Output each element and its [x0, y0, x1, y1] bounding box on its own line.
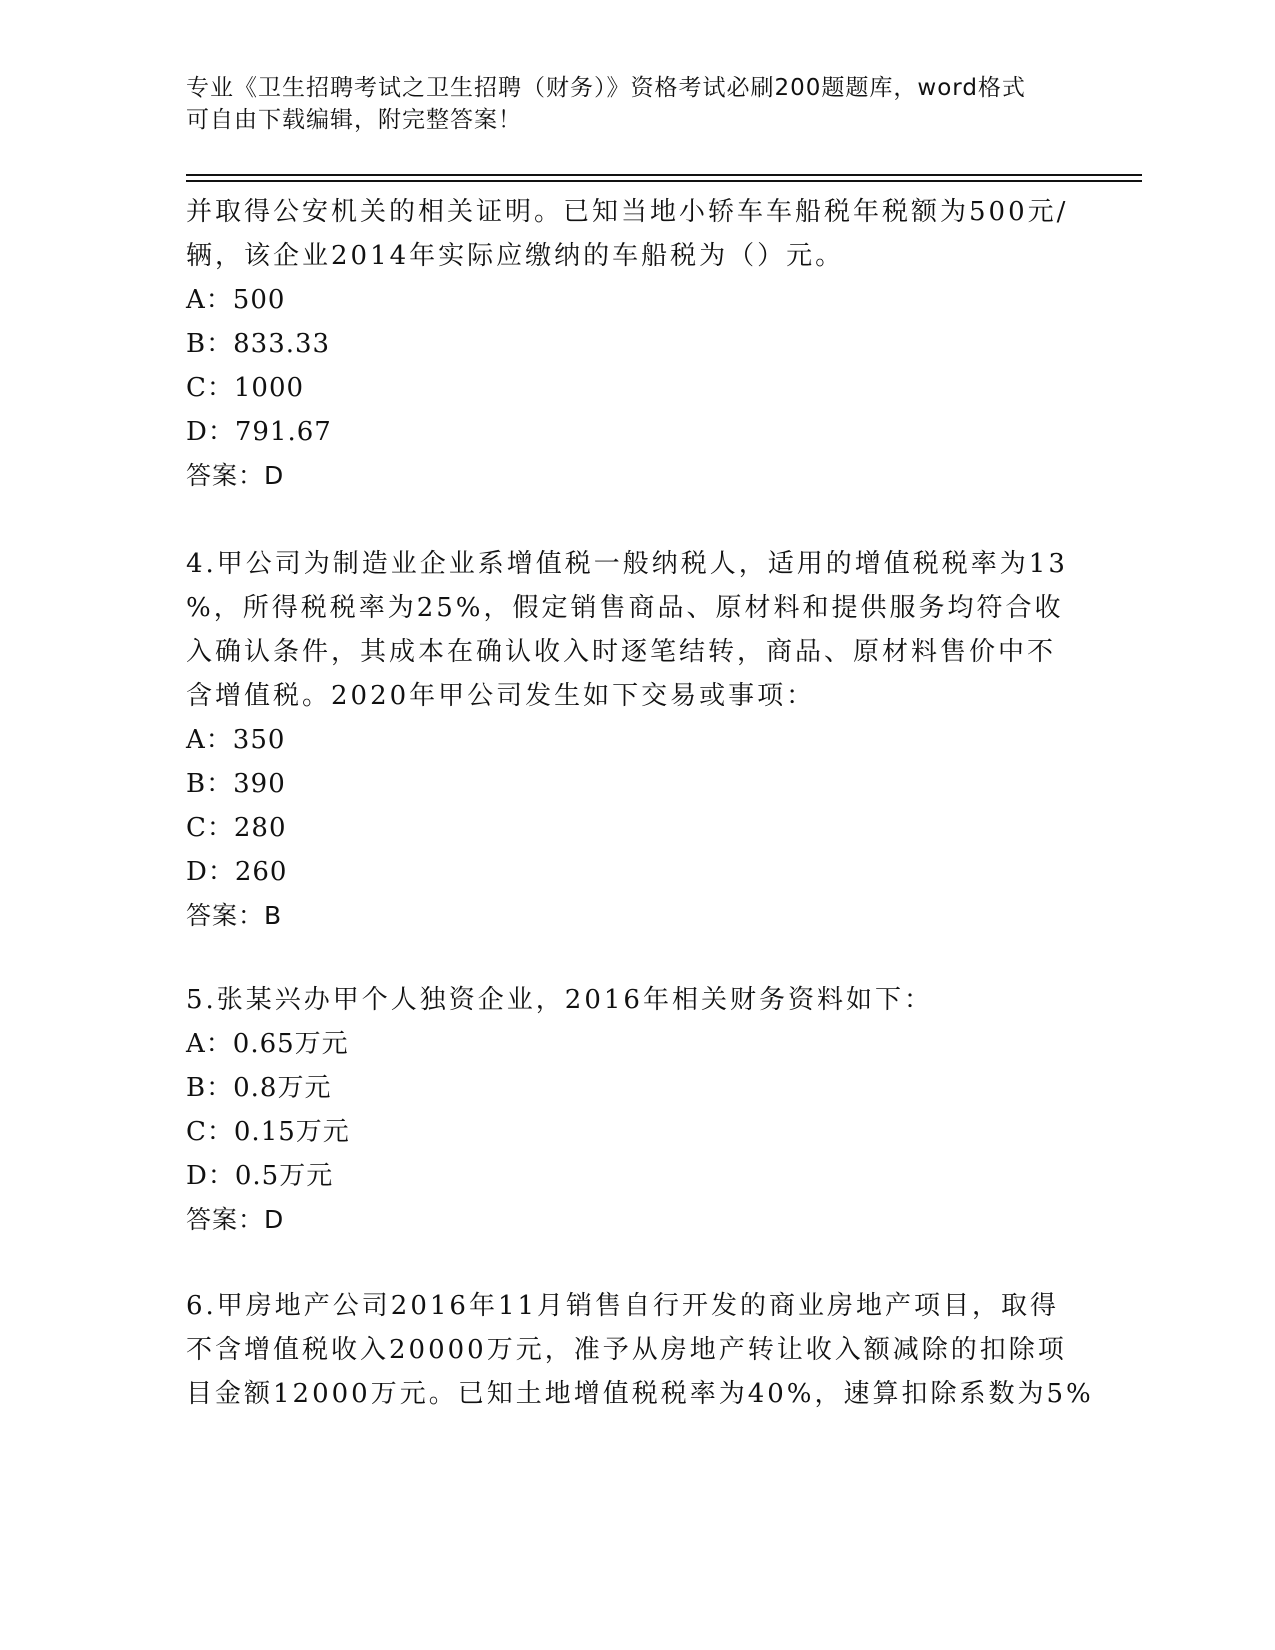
question-4-option-d: D：260: [186, 857, 288, 887]
question-5-option-b: B：0.8万元: [186, 1073, 332, 1103]
header-title-line-2: 可自由下载编辑，附完整答案！: [186, 107, 522, 133]
header-title-line-1: 专业《卫生招聘考试之卫生招聘（财务）》资格考试必刷200题题库，word格式: [186, 75, 1026, 101]
question-4-option-b: B：390: [186, 769, 286, 799]
header-divider-bottom: [186, 180, 1142, 182]
question-4-answer: 答案：B: [186, 901, 283, 930]
question-3-option-c: C：1000: [186, 373, 305, 403]
question-5-stem-line-1: 5.张某兴办甲个人独资企业，2016年相关财务资料如下：: [186, 985, 933, 1015]
question-5-option-c: C：0.15万元: [186, 1117, 350, 1147]
question-4-stem-line-4: 含增值税。2020年甲公司发生如下交易或事项：: [186, 681, 816, 711]
question-3-option-b: B：833.33: [186, 329, 331, 359]
question-4-option-c: C：280: [186, 813, 287, 843]
question-4-stem-line-2: %，所得税税率为25%，假定销售商品、原材料和提供服务均符合收: [186, 593, 1064, 623]
question-5-answer: 答案：D: [186, 1205, 285, 1234]
question-4-stem-line-3: 入确认条件，其成本在确认收入时逐笔结转，商品、原材料售价中不: [186, 637, 1057, 667]
question-4-option-a: A：350: [186, 725, 286, 755]
question-6-stem-line-2: 不含增值税收入20000万元，准予从房地产转让收入额减除的扣除项: [186, 1335, 1067, 1365]
question-5-option-d: D：0.5万元: [186, 1161, 334, 1191]
question-3-stem-line-2: 辆，该企业2014年实际应缴纳的车船税为（）元。: [186, 241, 845, 271]
question-3-option-a: A：500: [186, 285, 286, 315]
document-header: [186, 72, 1066, 136]
question-4-stem-line-1: 4.甲公司为制造业企业系增值税一般纳税人，适用的增值税税率为13: [186, 549, 1068, 579]
question-6-stem-line-1: 6.甲房地产公司2016年11月销售自行开发的商业房地产项目，取得: [186, 1291, 1060, 1321]
question-3-option-d: D：791.67: [186, 417, 332, 447]
question-6-stem-line-3: 目金额12000万元。已知土地增值税税率为40%，速算扣除系数为5%: [186, 1379, 1094, 1409]
question-3-answer: 答案：D: [186, 461, 285, 490]
question-5-option-a: A：0.65万元: [186, 1029, 349, 1059]
question-3-stem-line-1: 并取得公安机关的相关证明。已知当地小轿车车船税年税额为500元/: [186, 197, 1069, 227]
header-divider-top: [186, 174, 1142, 176]
